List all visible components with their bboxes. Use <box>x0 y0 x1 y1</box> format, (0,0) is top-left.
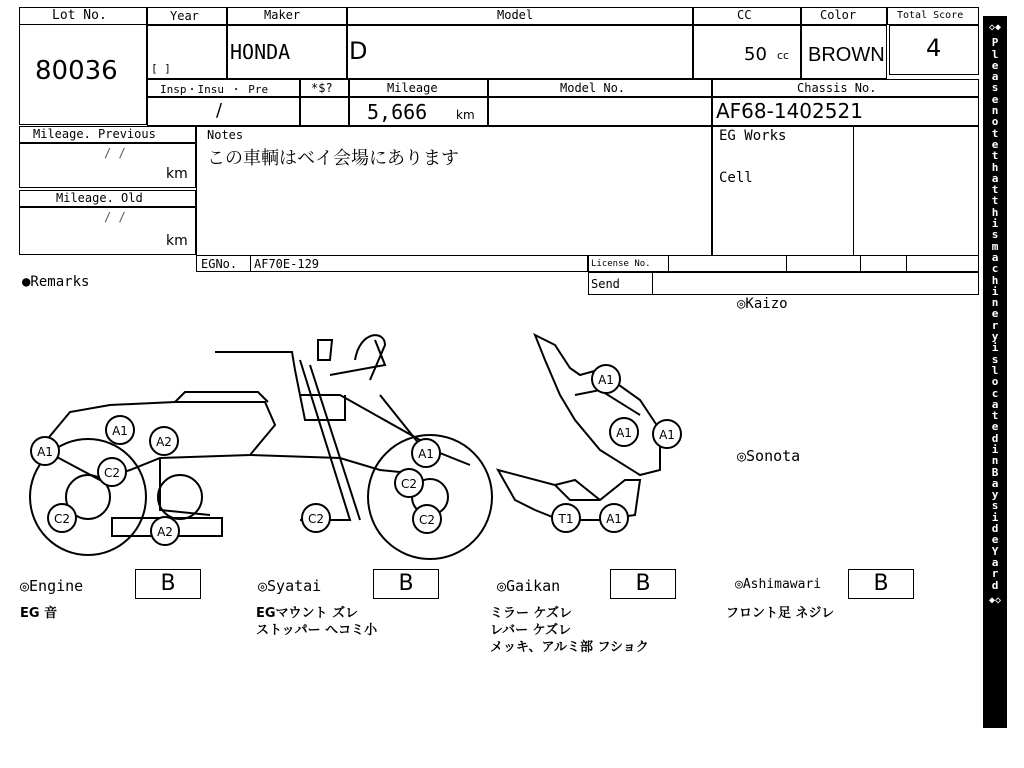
damage-mark <box>98 458 126 486</box>
year-bracket: [ ] <box>151 62 171 75</box>
gaikan-note-1: ミラー ケズレ <box>490 606 573 621</box>
chassis-label: Chassis No. <box>797 81 877 95</box>
license-label: License No. <box>591 259 651 269</box>
year-label: Year <box>170 9 199 23</box>
model-no-label: Model No. <box>560 81 626 95</box>
sonota-label: ◎Sonota <box>737 447 801 465</box>
svg-text:C2: C2 <box>418 513 436 527</box>
svg-text:A1: A1 <box>418 447 434 461</box>
damage-mark <box>653 420 681 448</box>
lot-no-label: Lot No. <box>52 8 107 23</box>
svg-text:A1: A1 <box>598 373 614 387</box>
gaikan-grade: B <box>610 569 676 599</box>
color-value: BROWN <box>808 44 885 66</box>
syatai-note-2: ストッパー へコミ小 <box>256 623 378 638</box>
egno-label: EGNo. <box>201 257 238 271</box>
insp-value: / <box>216 100 223 121</box>
damage-mark <box>413 505 441 533</box>
engine-label: ◎Engine <box>20 577 84 595</box>
svg-text:A2: A2 <box>156 435 172 449</box>
damage-mark <box>600 504 628 532</box>
damage-mark <box>106 416 134 444</box>
gaikan-label: ◎Gaikan <box>497 577 561 595</box>
color-label: Color <box>820 8 857 22</box>
insp-label: Insp・Insu ・ Pre <box>160 83 269 96</box>
cc-label: CC <box>737 8 752 22</box>
svg-text:T1: T1 <box>558 512 574 526</box>
damage-mark <box>150 427 178 455</box>
notes-label: Notes <box>207 128 244 142</box>
gaikan-note-2: レバー ケズレ <box>490 623 572 638</box>
damage-mark <box>302 504 330 532</box>
price-label: *$? <box>311 81 333 95</box>
sidebar-notice-text: Please note that this machinery is located in Bayside Yard <box>991 36 999 592</box>
location-notice-sidebar <box>983 16 1007 728</box>
damage-mark <box>31 437 59 465</box>
kaizo-label: ◎Kaizo <box>737 296 788 312</box>
damage-mark <box>592 365 620 393</box>
syatai-grade: B <box>373 569 439 599</box>
notes-text: この車輌はベイ会場にあります <box>207 148 459 169</box>
syatai-label: ◎Syatai <box>258 577 322 595</box>
damage-mark <box>48 504 76 532</box>
mileage-old-unit: km <box>166 233 188 249</box>
mileage-label: Mileage <box>387 81 438 95</box>
ashimawari-grade: B <box>848 569 914 599</box>
svg-text:A1: A1 <box>112 424 128 438</box>
mileage-prev-unit: km <box>166 166 188 182</box>
damage-mark <box>412 439 440 467</box>
ashimawari-note: フロント足 ネジレ <box>726 606 835 621</box>
svg-text:C2: C2 <box>103 466 121 480</box>
maker-value: HONDA <box>230 40 291 64</box>
total-score-value: 4 <box>926 34 942 62</box>
mileage-prev-date: / / <box>104 146 126 160</box>
svg-text:C2: C2 <box>53 512 71 526</box>
svg-text:A1: A1 <box>606 512 622 526</box>
model-label: Model <box>497 8 534 22</box>
lot-no-value: 80036 <box>35 56 118 86</box>
svg-text:A1: A1 <box>659 428 675 442</box>
damage-mark <box>610 418 638 446</box>
damage-mark <box>151 517 179 545</box>
svg-text:A1: A1 <box>37 445 53 459</box>
total-score-label: Total Score <box>897 10 964 21</box>
syatai-note-1: EGマウント ズレ <box>256 606 359 621</box>
eg-works-label: EG Works <box>719 128 787 144</box>
send-label: Send <box>591 277 620 291</box>
remarks-label: ●Remarks <box>22 274 90 290</box>
cc-unit: cc <box>777 49 790 62</box>
chassis-value: AF68-1402521 <box>716 99 863 123</box>
sidebar-text-stack <box>983 22 1007 606</box>
ashimawari-label: ◎Ashimawari <box>735 577 822 592</box>
diamond-icon-bottom: ◆◇ <box>988 594 1002 606</box>
model-value: D <box>349 37 368 65</box>
engine-grade: B <box>135 569 201 599</box>
mileage-old-label: Mileage. Old <box>56 191 143 205</box>
diamond-icon-top: ◇◆ <box>988 22 1002 33</box>
egno-value: AF70E-129 <box>254 257 320 271</box>
mileage-value: 5,666 <box>367 100 428 124</box>
damage-mark <box>552 504 580 532</box>
engine-note: EG 音 <box>20 606 58 621</box>
svg-text:A1: A1 <box>616 426 632 440</box>
svg-text:C2: C2 <box>307 512 325 526</box>
mileage-unit: km <box>456 108 475 122</box>
mileage-old-date: / / <box>104 210 126 224</box>
svg-text:C2: C2 <box>400 477 418 491</box>
damage-mark <box>395 469 423 497</box>
svg-text:A2: A2 <box>157 525 173 539</box>
maker-label: Maker <box>264 8 301 22</box>
cc-value: 50 <box>744 44 767 65</box>
gaikan-note-3: メッキ、アルミ部 フショク <box>490 640 649 655</box>
eg-works-cell-label: Cell <box>719 170 753 186</box>
mileage-prev-label: Mileage. Previous <box>33 127 156 141</box>
